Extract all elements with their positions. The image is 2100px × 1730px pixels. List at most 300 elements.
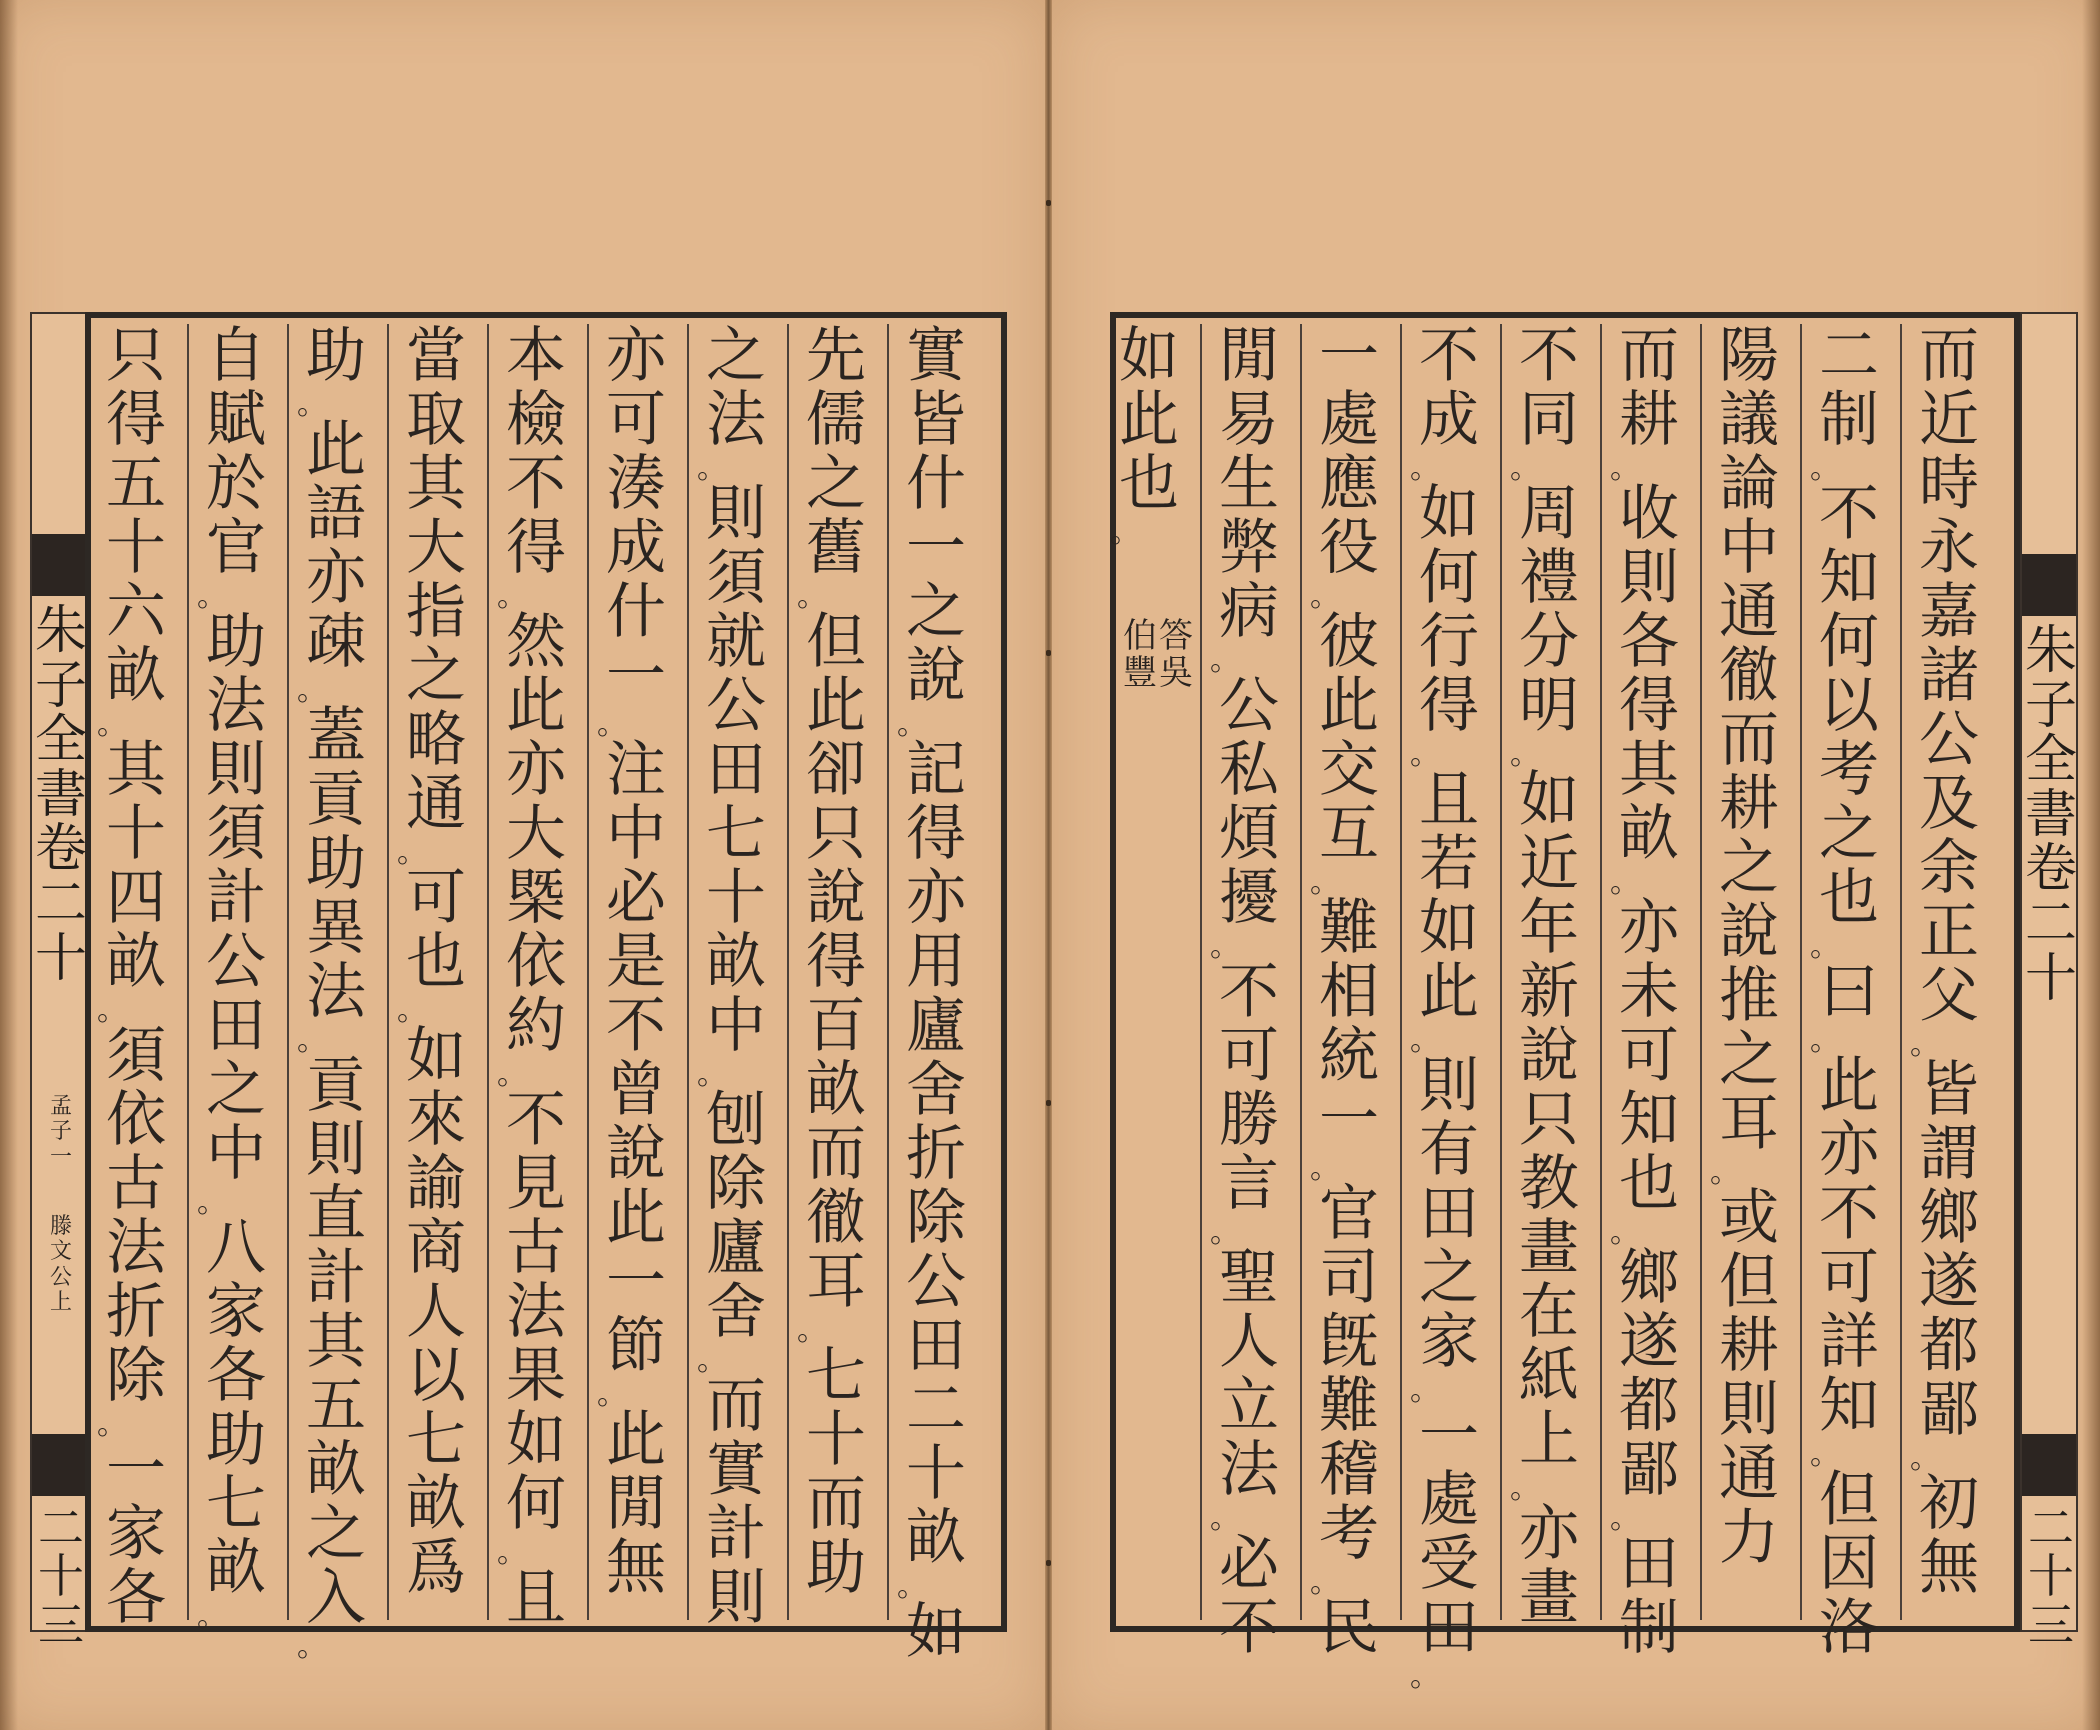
glyph: 。 xyxy=(1310,865,1340,900)
glyph: 勝 xyxy=(1219,1085,1279,1155)
column-rule xyxy=(1500,324,1502,1620)
glyph: 則 xyxy=(706,479,766,549)
column-rule xyxy=(487,324,489,1620)
glyph: 舊 xyxy=(806,513,866,583)
glyph: 子 xyxy=(49,1119,72,1145)
glyph: 。 xyxy=(597,707,627,742)
right-margin-strip xyxy=(2020,312,2078,1652)
glyph: 但 xyxy=(1819,1465,1879,1535)
right-text-column xyxy=(1710,321,1788,1573)
glyph: 亦 xyxy=(1819,1115,1879,1185)
glyph: 耕 xyxy=(1719,769,1779,839)
glyph: 語 xyxy=(306,479,366,549)
glyph: 難 xyxy=(1319,893,1379,963)
glyph: 則 xyxy=(1719,1375,1779,1445)
glyph: 六 xyxy=(106,577,166,647)
glyph: 之 xyxy=(1819,799,1879,869)
glyph: 二 xyxy=(906,1375,966,1445)
glyph: 自 xyxy=(206,321,266,391)
glyph: 而 xyxy=(806,1119,866,1189)
glyph: 民 xyxy=(1319,1593,1379,1663)
glyph: 此 xyxy=(306,415,366,485)
glyph: 之 xyxy=(806,449,866,519)
glyph: 且 xyxy=(506,1563,566,1633)
glyph: 諸 xyxy=(1919,641,1979,711)
glyph: 疎 xyxy=(306,607,366,677)
glyph: 說 xyxy=(906,641,966,711)
glyph: 而 xyxy=(706,1371,766,1441)
glyph: 朱 xyxy=(34,601,87,661)
glyph: 全 xyxy=(34,710,87,771)
glyph: 旣 xyxy=(1319,1307,1379,1377)
left-text-column xyxy=(97,321,175,1633)
glyph: 得 xyxy=(506,513,566,583)
glyph: 注 xyxy=(606,735,666,805)
glyph: 知 xyxy=(1619,1085,1679,1155)
glyph: 畝 xyxy=(1619,799,1679,869)
glyph: 徹 xyxy=(1719,641,1779,711)
margin-page-number xyxy=(2022,1501,2080,1652)
glyph: 之 xyxy=(306,1499,366,1569)
glyph: 什 xyxy=(606,577,666,647)
glyph: 本 xyxy=(506,321,566,391)
glyph: 儒 xyxy=(806,385,866,455)
glyph: 三 xyxy=(38,1597,84,1652)
glyph: 之 xyxy=(406,641,466,711)
glyph: 。 xyxy=(1610,451,1640,486)
right-text-frame xyxy=(1110,312,2020,1694)
glyph: 如 xyxy=(506,1405,566,1475)
glyph: 應 xyxy=(1319,449,1379,519)
glyph: 。 xyxy=(197,1185,227,1220)
stitch-hole xyxy=(1046,1560,1051,1566)
glyph: 畝 xyxy=(106,927,166,997)
glyph: 此 xyxy=(606,1183,666,1253)
glyph: 家 xyxy=(106,1499,166,1569)
glyph: 考 xyxy=(1819,735,1879,805)
column-rule xyxy=(887,324,889,1620)
glyph: 徹 xyxy=(806,1183,866,1253)
glyph: 商 xyxy=(406,1213,466,1283)
glyph: 於 xyxy=(206,449,266,519)
glyph: 知 xyxy=(1819,543,1879,613)
glyph: 七 xyxy=(806,1341,866,1411)
glyph: 以 xyxy=(406,1341,466,1411)
left-text-column xyxy=(797,321,875,1603)
glyph: 無 xyxy=(1919,1533,1979,1603)
glyph: 刨 xyxy=(706,1085,766,1155)
glyph: 之 xyxy=(706,321,766,391)
glyph: 官 xyxy=(206,513,266,583)
glyph: 正 xyxy=(1919,897,1979,967)
glyph: 。 xyxy=(697,451,727,486)
glyph: 遂 xyxy=(1919,1247,1979,1317)
glyph: 之 xyxy=(906,577,966,647)
glyph: 亦 xyxy=(606,321,666,391)
glyph: 。 xyxy=(97,993,127,1028)
glyph: 。 xyxy=(797,1313,827,1348)
glyph: 畝 xyxy=(806,1055,866,1125)
glyph: 遂 xyxy=(1619,1307,1679,1377)
glyph: 力 xyxy=(1719,1503,1779,1573)
left-text-column xyxy=(397,321,475,1603)
margin-section xyxy=(32,1214,90,1315)
fish-tail-mark-lower xyxy=(32,1434,86,1496)
glyph: 說 xyxy=(1719,897,1779,967)
glyph: 舍 xyxy=(706,1277,766,1347)
glyph: 洛 xyxy=(1819,1593,1879,1663)
glyph: 一 xyxy=(1319,321,1379,391)
column-rule xyxy=(1400,324,1402,1620)
glyph: 指 xyxy=(406,577,466,647)
glyph: 伯 xyxy=(1123,616,1157,656)
glyph: 如 xyxy=(406,1021,466,1091)
fish-tail-mark-upper xyxy=(2022,554,2076,616)
glyph: 。 xyxy=(1410,737,1440,772)
glyph: 卷 xyxy=(2024,839,2077,900)
glyph: 就 xyxy=(706,607,766,677)
glyph: 處 xyxy=(1419,1465,1479,1535)
glyph: 無 xyxy=(606,1533,666,1603)
glyph: 孟 xyxy=(49,1094,72,1119)
glyph: 之 xyxy=(206,1055,266,1125)
glyph: 若 xyxy=(1419,829,1479,899)
left-text-column xyxy=(697,321,775,1633)
glyph: 。 xyxy=(497,579,527,614)
glyph: 都 xyxy=(1919,1311,1979,1381)
glyph: 此 xyxy=(806,671,866,741)
glyph: 三 xyxy=(2028,1597,2074,1652)
glyph: 中 xyxy=(206,1119,266,1189)
glyph: 。 xyxy=(497,1535,527,1570)
glyph: 耳 xyxy=(806,1247,866,1317)
glyph: 當 xyxy=(406,321,466,391)
glyph: 中 xyxy=(1719,513,1779,583)
right-text-column xyxy=(1810,321,1888,1663)
glyph: 如 xyxy=(906,1597,966,1667)
glyph: 公 xyxy=(49,1264,72,1290)
glyph: 家 xyxy=(206,1277,266,1347)
glyph: 年 xyxy=(1519,893,1579,963)
glyph: 中 xyxy=(706,991,766,1061)
glyph: 如 xyxy=(1419,479,1479,549)
glyph: 依 xyxy=(506,927,566,997)
glyph: 其 xyxy=(106,735,166,805)
glyph: 初 xyxy=(1919,1469,1979,1539)
glyph: 諭 xyxy=(406,1149,466,1219)
glyph: 。 xyxy=(1910,1441,1940,1476)
glyph: 用 xyxy=(906,927,966,997)
glyph: 制 xyxy=(1819,385,1879,455)
glyph: 。 xyxy=(1810,1437,1840,1472)
glyph: 略 xyxy=(406,705,466,775)
glyph: 檢 xyxy=(506,385,566,455)
glyph: 皆 xyxy=(1919,1055,1979,1125)
glyph: 十 xyxy=(34,928,87,989)
glyph: 。 xyxy=(1310,1151,1340,1186)
glyph: 須 xyxy=(106,1021,166,1091)
glyph: 二 xyxy=(2028,1501,2074,1555)
glyph: 。 xyxy=(1510,737,1540,772)
margin-title xyxy=(32,601,90,989)
column-rule xyxy=(587,324,589,1620)
glyph: 助 xyxy=(806,1533,866,1603)
glyph: 紙 xyxy=(1519,1341,1579,1411)
glyph: 。 xyxy=(1310,579,1340,614)
glyph: 。 xyxy=(497,1057,527,1092)
glyph: 。 xyxy=(197,579,227,614)
glyph: 實 xyxy=(906,321,966,391)
glyph: 助 xyxy=(306,321,366,391)
glyph: 實 xyxy=(706,1435,766,1505)
glyph: 畝 xyxy=(306,1435,366,1505)
glyph: 弊 xyxy=(1219,513,1279,583)
glyph: 得 xyxy=(1419,671,1479,741)
stitch-hole xyxy=(1046,1100,1051,1106)
glyph: 百 xyxy=(806,991,866,1061)
glyph: 鄙 xyxy=(1919,1375,1979,1445)
glyph: 但 xyxy=(1719,1247,1779,1317)
glyph: 分 xyxy=(1519,607,1579,677)
glyph: 如 xyxy=(1119,321,1179,391)
stitch-hole xyxy=(1046,650,1051,656)
glyph: 官 xyxy=(1319,1179,1379,1249)
glyph: 皆 xyxy=(906,385,966,455)
glyph: 。 xyxy=(1410,1373,1440,1408)
glyph: 曾 xyxy=(606,1055,666,1125)
glyph: 人 xyxy=(406,1277,466,1347)
glyph: 行 xyxy=(1419,607,1479,677)
glyph: 法 xyxy=(306,957,366,1027)
glyph: 廬 xyxy=(906,991,966,1061)
glyph: 其 xyxy=(406,449,466,519)
glyph: 而 xyxy=(1719,705,1779,775)
column-rule xyxy=(1900,324,1902,1620)
page-edge-stain xyxy=(0,0,18,1730)
glyph: 言 xyxy=(1219,1149,1279,1219)
glyph: 賦 xyxy=(206,385,266,455)
glyph: 。 xyxy=(1410,451,1440,486)
glyph: 永 xyxy=(1919,513,1979,583)
glyph: 而 xyxy=(1619,321,1679,391)
glyph: 入 xyxy=(306,1563,366,1633)
glyph: 謂 xyxy=(1919,1119,1979,1189)
left-text-frame xyxy=(85,312,1007,1667)
glyph: 記 xyxy=(906,735,966,805)
glyph: 。 xyxy=(197,1599,227,1634)
glyph: 彼 xyxy=(1319,607,1379,677)
glyph: 五 xyxy=(106,449,166,519)
glyph: 難 xyxy=(1319,1371,1379,1441)
right-text-column xyxy=(1310,321,1388,1663)
column-rule xyxy=(1600,324,1602,1620)
left-text-column xyxy=(197,321,275,1634)
glyph: 公 xyxy=(906,1247,966,1317)
glyph: 各 xyxy=(206,1341,266,1411)
glyph: 。 xyxy=(297,673,327,708)
glyph: 互 xyxy=(1319,799,1379,869)
glyph: 四 xyxy=(106,863,166,933)
glyph: 可 xyxy=(406,863,466,933)
glyph: 不 xyxy=(1419,321,1479,391)
glyph: 。 xyxy=(697,1343,727,1378)
glyph: 只 xyxy=(106,321,166,391)
glyph: 畝 xyxy=(706,927,766,997)
column-rule xyxy=(187,324,189,1620)
glyph: 如 xyxy=(1419,893,1479,963)
margin-page-number xyxy=(32,1501,90,1652)
glyph: 田 xyxy=(1619,1529,1679,1599)
glyph: 陽 xyxy=(1719,321,1779,391)
glyph: 其 xyxy=(306,1307,366,1377)
glyph: 十 xyxy=(2028,1549,2074,1604)
glyph: 田 xyxy=(706,735,766,805)
glyph: 然 xyxy=(506,607,566,677)
glyph: 十 xyxy=(906,1439,966,1509)
glyph: 十 xyxy=(706,863,766,933)
glyph: 。 xyxy=(1210,643,1240,678)
glyph: 八 xyxy=(206,1213,266,1283)
glyph: 閒 xyxy=(606,1469,666,1539)
glyph: 此 xyxy=(1419,957,1479,1027)
glyph: 。 xyxy=(297,1023,327,1058)
glyph: 先 xyxy=(806,321,866,391)
glyph: 。 xyxy=(1810,929,1840,964)
glyph: 一 xyxy=(906,513,966,583)
glyph: 十 xyxy=(38,1549,84,1604)
glyph: 亦 xyxy=(506,735,566,805)
glyph: 推 xyxy=(1719,961,1779,1031)
glyph: 知 xyxy=(1819,1371,1879,1441)
glyph: 同 xyxy=(1519,385,1579,455)
glyph: 受 xyxy=(1419,1529,1479,1599)
glyph: 都 xyxy=(1619,1371,1679,1441)
glyph: 擾 xyxy=(1219,863,1279,933)
glyph: 公 xyxy=(1219,671,1279,741)
glyph: 必 xyxy=(1219,1529,1279,1599)
column-rule xyxy=(1200,324,1202,1620)
glyph: 但 xyxy=(806,607,866,677)
glyph: 生 xyxy=(1219,449,1279,519)
glyph: 一 xyxy=(606,641,666,711)
glyph: 私 xyxy=(1219,735,1279,805)
glyph: 貢 xyxy=(306,765,366,835)
glyph: 書 xyxy=(2024,784,2077,845)
glyph: 法 xyxy=(506,1277,566,1347)
glyph: 鄉 xyxy=(1919,1183,1979,1253)
glyph: 上 xyxy=(49,1289,72,1315)
glyph: 答 xyxy=(1159,616,1193,656)
glyph: 鄙 xyxy=(1619,1435,1679,1505)
glyph: 有 xyxy=(1419,1115,1479,1185)
glyph: 各 xyxy=(1619,607,1679,677)
glyph: 一 xyxy=(1319,1085,1379,1155)
glyph: 可 xyxy=(606,385,666,455)
glyph: 則 xyxy=(1619,543,1679,613)
left-page xyxy=(0,0,1045,1730)
right-text-column xyxy=(1110,321,1188,550)
glyph: 計 xyxy=(206,863,266,933)
glyph: 此 xyxy=(606,1405,666,1475)
glyph: 。 xyxy=(1610,865,1640,900)
glyph: 。 xyxy=(1310,1565,1340,1600)
glyph: 此 xyxy=(1819,1051,1879,1121)
glyph: 明 xyxy=(1519,671,1579,741)
glyph: 相 xyxy=(1319,957,1379,1027)
glyph: 家 xyxy=(1419,1307,1479,1377)
glyph: 嘉 xyxy=(1919,577,1979,647)
glyph: 何 xyxy=(506,1469,566,1539)
glyph: 不 xyxy=(506,1085,566,1155)
glyph: 法 xyxy=(106,1213,166,1283)
glyph: 鄉 xyxy=(1619,1243,1679,1313)
glyph: 法 xyxy=(206,671,266,741)
fish-tail-mark-lower xyxy=(2022,1434,2076,1496)
glyph: 十 xyxy=(106,799,166,869)
glyph: 田 xyxy=(1419,1593,1479,1663)
glyph: 文 xyxy=(49,1239,72,1265)
glyph: 卷 xyxy=(34,819,87,880)
glyph: 上 xyxy=(1519,1405,1579,1475)
right-page xyxy=(1052,0,2100,1730)
glyph: 亦 xyxy=(906,863,966,933)
glyph: 折 xyxy=(106,1277,166,1347)
glyph: 。 xyxy=(1410,1023,1440,1058)
glyph: 論 xyxy=(1719,449,1779,519)
glyph: 七 xyxy=(706,799,766,869)
glyph: 而 xyxy=(1919,321,1979,391)
glyph: 之 xyxy=(1419,1243,1479,1313)
glyph: 助 xyxy=(206,607,266,677)
glyph: 詳 xyxy=(1819,1307,1879,1377)
glyph: 古 xyxy=(506,1213,566,1283)
glyph: 。 xyxy=(597,1377,627,1412)
column-rule xyxy=(287,324,289,1620)
glyph: 曰 xyxy=(1819,957,1879,1027)
glyph: 可 xyxy=(1619,1021,1679,1091)
glyph: 。 xyxy=(1610,1215,1640,1250)
glyph: 除 xyxy=(706,1149,766,1219)
glyph: 。 xyxy=(1810,1023,1840,1058)
glyph: 異 xyxy=(306,893,366,963)
book-gutter xyxy=(1045,0,1052,1730)
glyph: 。 xyxy=(897,1569,927,1604)
glyph: 吳 xyxy=(1159,653,1193,694)
glyph: 閒 xyxy=(1219,321,1279,391)
glyph: 稽 xyxy=(1319,1435,1379,1505)
glyph: 不 xyxy=(1219,957,1279,1027)
glyph: 得 xyxy=(1619,671,1679,741)
glyph: 立 xyxy=(1219,1371,1279,1441)
glyph: 。 xyxy=(297,1629,327,1664)
glyph: 田 xyxy=(1419,1179,1479,1249)
left-text-column xyxy=(597,321,675,1603)
glyph: 。 xyxy=(797,579,827,614)
glyph: 十 xyxy=(806,1405,866,1475)
glyph: 病 xyxy=(1219,577,1279,647)
glyph: 。 xyxy=(397,993,427,1028)
glyph: 通 xyxy=(1719,577,1779,647)
glyph: 之 xyxy=(1719,833,1779,903)
glyph: 亦 xyxy=(1519,1499,1579,1569)
column-rule xyxy=(1700,324,1702,1620)
glyph: 也 xyxy=(406,927,466,997)
glyph: 易 xyxy=(1219,385,1279,455)
glyph: 畝 xyxy=(406,1469,466,1539)
glyph: 蓋 xyxy=(306,701,366,771)
glyph: 人 xyxy=(1219,1307,1279,1377)
glyph: 近 xyxy=(1919,385,1979,455)
